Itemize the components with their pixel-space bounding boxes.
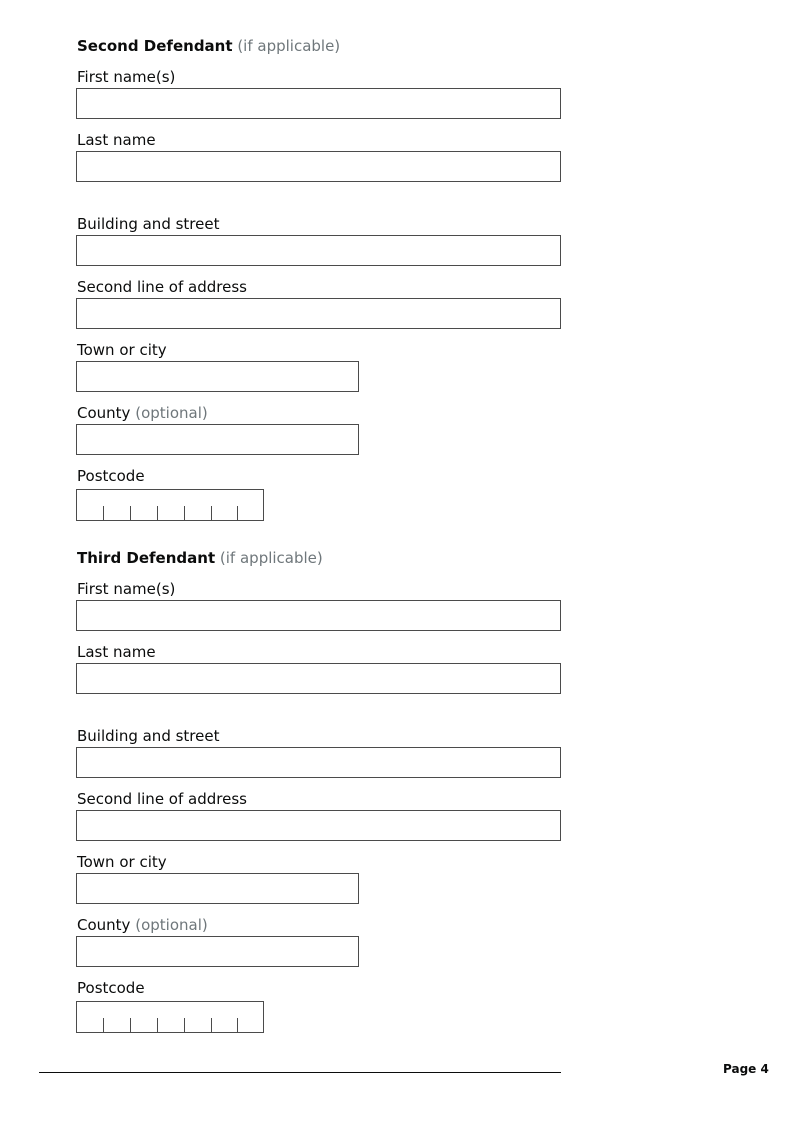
building-label: Building and street: [77, 727, 220, 745]
postcode-input[interactable]: [76, 1001, 264, 1033]
postcode-divider: [184, 1018, 185, 1032]
county-input[interactable]: [76, 936, 359, 967]
postcode-label: Postcode: [77, 979, 145, 997]
postcode-divider: [211, 506, 212, 520]
town-label: Town or city: [77, 853, 167, 871]
postcode-label: Postcode: [77, 467, 145, 485]
postcode-input[interactable]: [76, 489, 264, 521]
postcode-divider: [103, 506, 104, 520]
second-line-label: Second line of address: [77, 790, 247, 808]
page-number: Page 4: [723, 1062, 769, 1076]
town-label: Town or city: [77, 341, 167, 359]
last-name-input[interactable]: [76, 151, 561, 182]
postcode-divider: [184, 506, 185, 520]
postcode-divider: [157, 1018, 158, 1032]
building-input[interactable]: [76, 235, 561, 266]
second-line-label: Second line of address: [77, 278, 247, 296]
first-name-input[interactable]: [76, 88, 561, 119]
footer-divider: [39, 1072, 561, 1073]
last-name-label: Last name: [77, 131, 156, 149]
last-name-label: Last name: [77, 643, 156, 661]
section-title: Second Defendant (if applicable): [77, 37, 341, 55]
postcode-divider: [211, 1018, 212, 1032]
postcode-divider: [130, 506, 131, 520]
postcode-divider: [130, 1018, 131, 1032]
county-input[interactable]: [76, 424, 359, 455]
building-label: Building and street: [77, 215, 220, 233]
town-input[interactable]: [76, 361, 359, 392]
last-name-input[interactable]: [76, 663, 561, 694]
building-input[interactable]: [76, 747, 561, 778]
first-name-input[interactable]: [76, 600, 561, 631]
town-input[interactable]: [76, 873, 359, 904]
first-name-label: First name(s): [77, 580, 176, 598]
second-line-input[interactable]: [76, 298, 561, 329]
second-line-input[interactable]: [76, 810, 561, 841]
county-label: County (optional): [77, 916, 208, 934]
first-name-label: First name(s): [77, 68, 176, 86]
postcode-divider: [103, 1018, 104, 1032]
county-label: County (optional): [77, 404, 208, 422]
postcode-divider: [237, 506, 238, 520]
postcode-divider: [157, 506, 158, 520]
postcode-divider: [237, 1018, 238, 1032]
section-title: Third Defendant (if applicable): [77, 549, 323, 567]
